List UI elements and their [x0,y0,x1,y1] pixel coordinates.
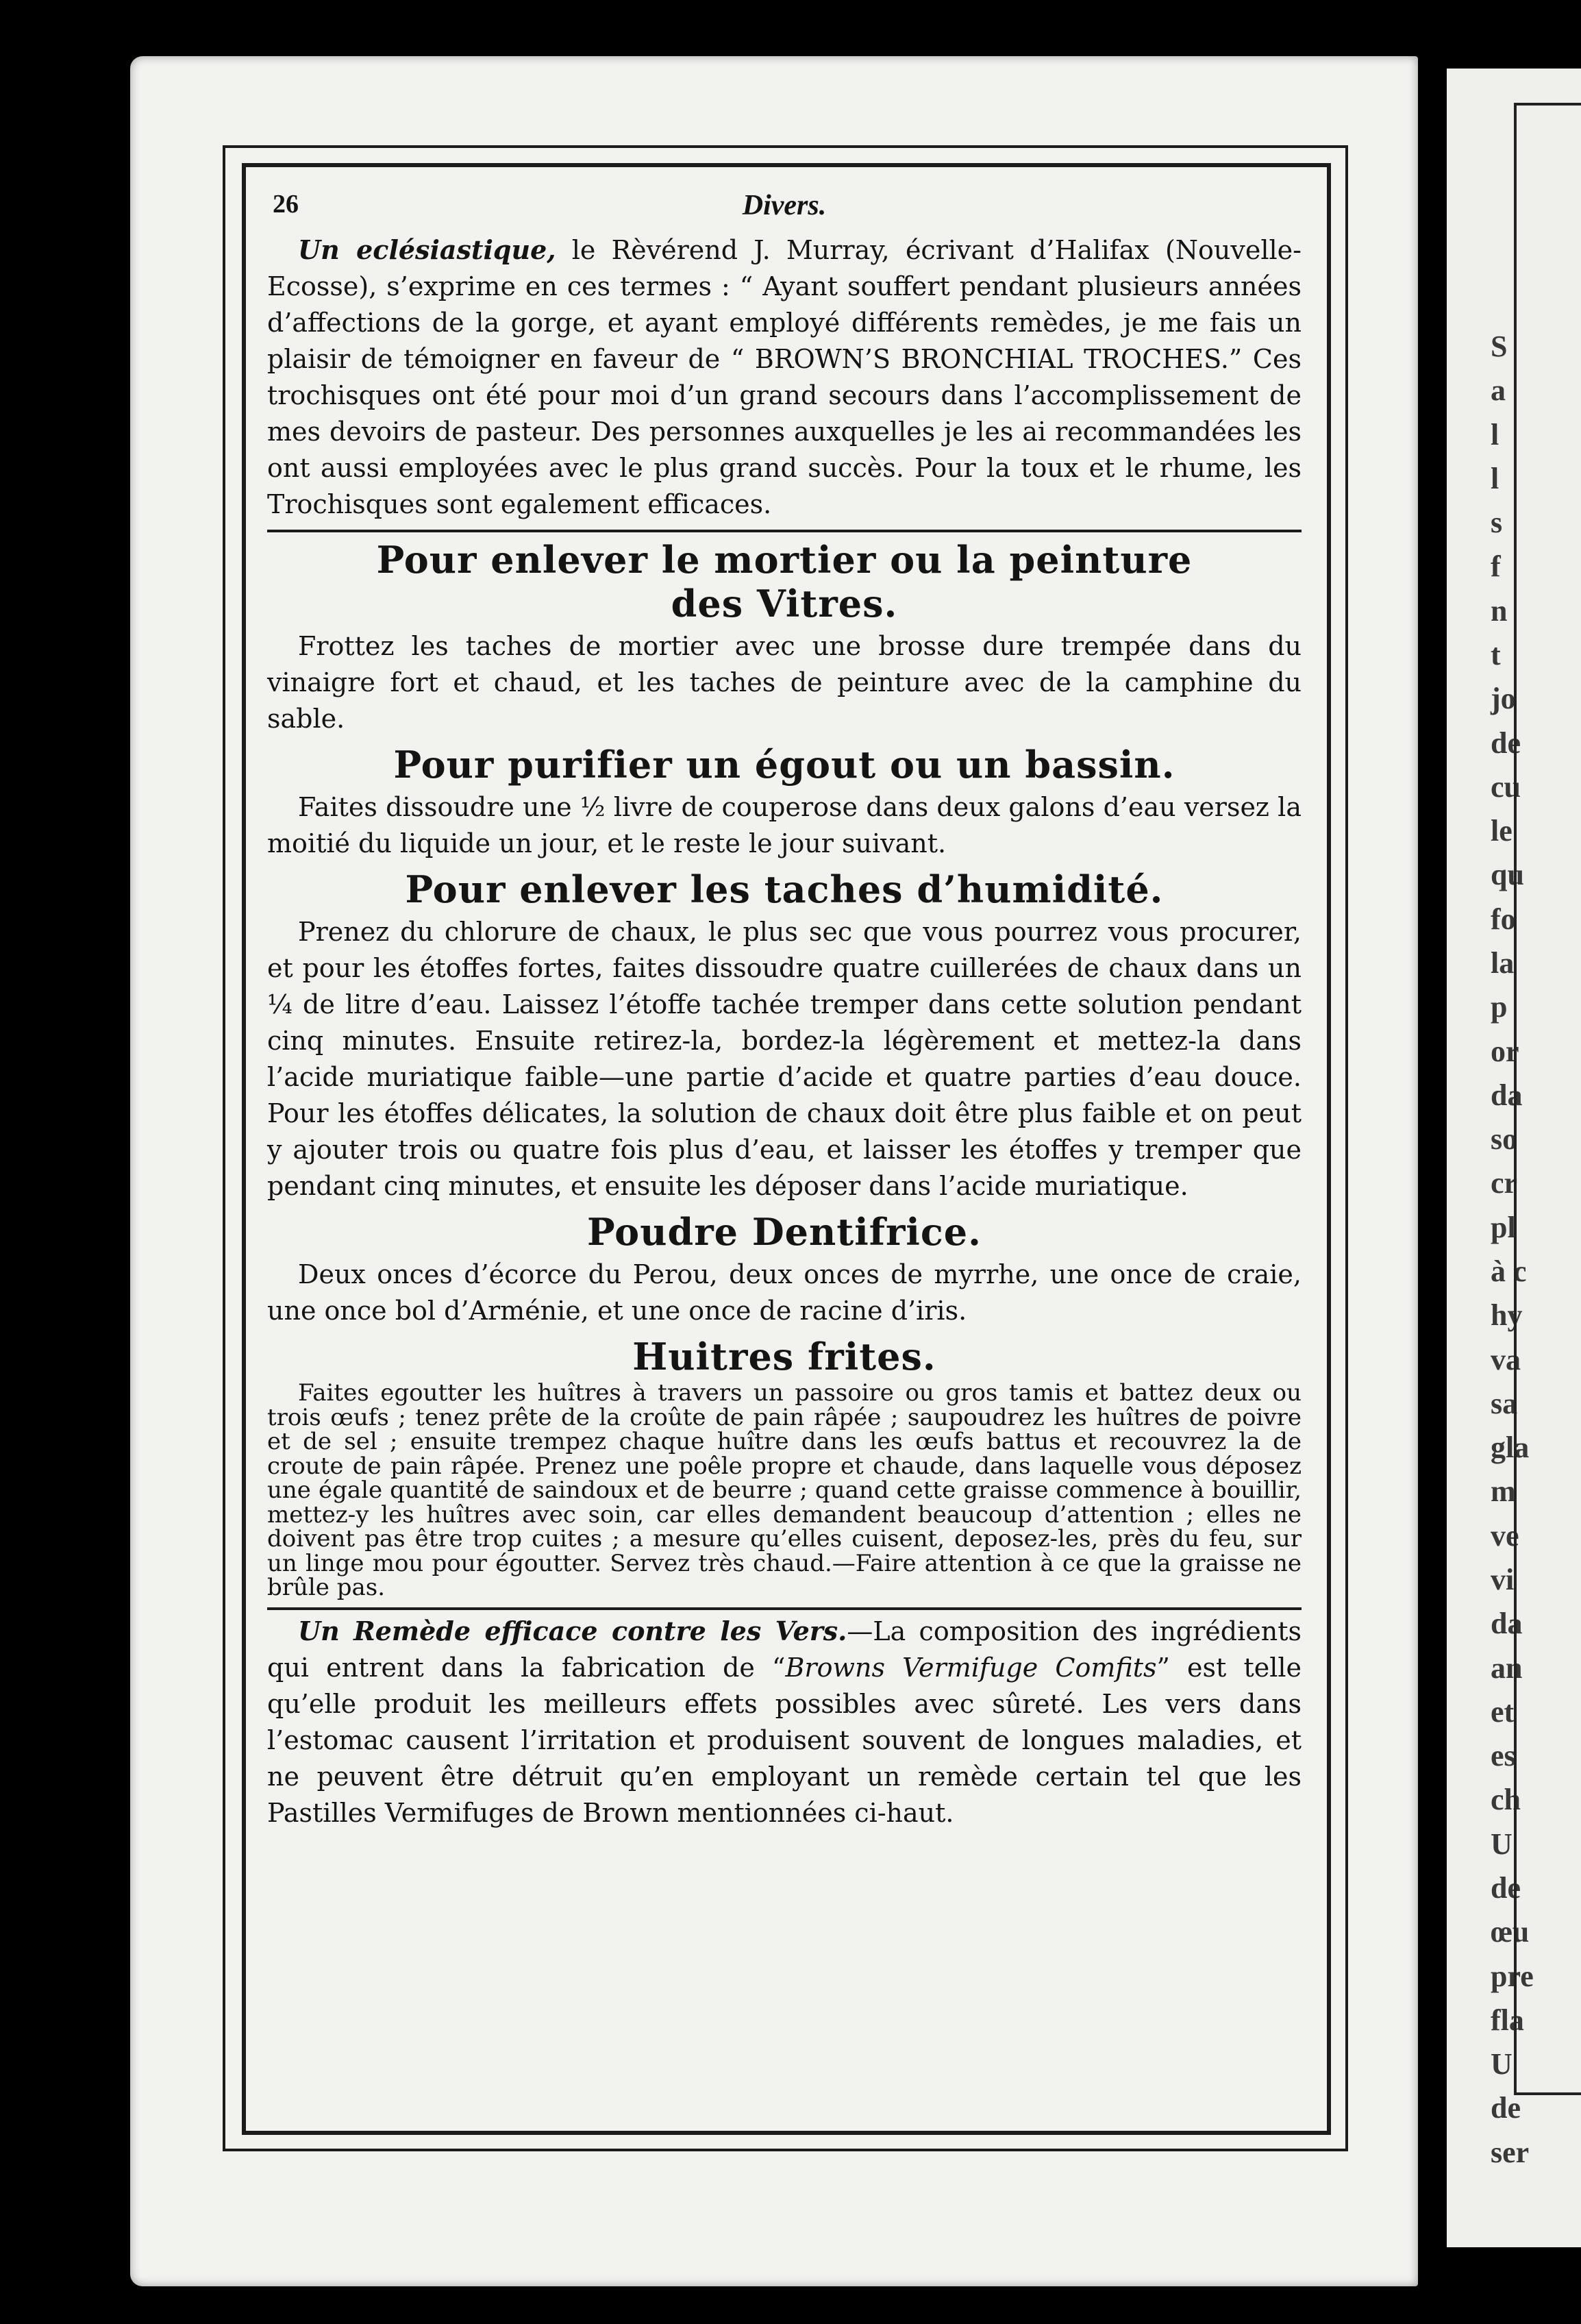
section-divider [267,1607,1302,1610]
facing-page-fragment: ch [1491,1783,1521,1817]
facing-page-fragment: a [1491,373,1506,408]
facing-page-fragment: pl [1491,1210,1516,1244]
facing-page-fragment: s [1491,506,1503,540]
section-body: Faites dissoudre une ½ livre de couperose dans deux galons d’eau versez la moitié du liquide un jour, et le reste le jour suivant. [267,792,1302,858]
facing-page-fragment: es [1491,1739,1516,1773]
closing-paragraph [267,1613,1302,1831]
closing-text-1: —La composition des ingrédients qui entrent dans la fabrication de “ [267,1616,1302,1683]
section-heading: Poudre Dentifrice. [587,1210,982,1254]
section-heading [267,538,1302,626]
section-heading: Huitres frites. [632,1335,936,1379]
running-title: Divers. [742,190,827,221]
page-number: 26 [273,190,299,219]
testimonial-paragraph [267,232,1302,523]
facing-page-fragment: S [1491,330,1508,363]
heading-line-2: des Vitres. [671,582,898,626]
facing-page-fragment: va [1491,1342,1521,1376]
facing-page-fragment: cu [1491,769,1521,804]
facing-page-fragment: vi [1491,1563,1515,1596]
facing-page-fragment: da [1491,1078,1523,1112]
section-body: Deux onces d’écorce du Perou, deux onces de myrrhe, une once de craie, une once bol d’Arménie, et une once de racine d’iris. [267,1259,1302,1326]
section-heading: Pour purifier un égout ou un bassin. [393,743,1175,787]
facing-page-fragment: le [1491,814,1512,848]
testimonial-text: le Rèvérend J. Murray, écrivant d’Halifax (Nouvelle-Ecosse), s’exprime en ces termes : “ Ayant souffert pendant plusieurs années d’affections de la gorge, et ayant employé différents remèdes, je me fais un plaisir de témoigner en faveur de “ BROWN’S BRONCHIAL TROCHES.” Ces trochisques ont été pour moi d’un grand secours dans l’accomplissement de mes devoirs de pasteur. Des personnes auxquelles je les ai recommandées les ont aussi employées avec le plus grand succès. Pour la toux et le rhume, les Trochisques sont egalement efficaces. [267,235,1302,519]
facing-page-fragment: la [1491,946,1515,980]
product-name: Browns Vermifuge Comfits [785,1652,1157,1683]
page-header [267,184,1302,232]
section-body: Faites egoutter les huîtres à travers un passoire ou gros tamis et battez deux ou trois œufs ; tenez prête de la croûte de pain râpée ; saupoudrez les huîtres de poivre et de sel ; ensuite trempez chaque huître dans les œufs battus et recouvrez la de croute de pain râpée. Prenez une poêle propre et chaude, dans laquelle vous déposez une égale quantité de saindoux et de beurre ; quand cette graisse commence à bouillir, mettez-y les huîtres avec soin, car elles demandent beaucoup d’attention ; elles ne doivent pas être trop cuites ; a mesure qu’elles cuisent, deposez-les, près du feu, sur un linge mou pour égoutter. Servez très chaud.—Faire attention à ce que la graisse ne brûle pas. [267,1379,1302,1601]
facing-page-fragment: et [1491,1694,1515,1729]
facing-page-fragment: à c [1491,1254,1527,1288]
facing-page-fragment: l [1491,461,1499,495]
facing-page-fragment: de [1491,1871,1521,1905]
testimonial-lead: Un eclésiastique, [298,234,556,265]
heading-line-1: Pour enlever le mortier ou la peinture [376,538,1193,582]
facing-page-fragment: l [1491,417,1499,452]
facing-page-fragment: U [1491,2047,1512,2081]
facing-page-fragment: sa [1491,1386,1518,1420]
facing-page-fragment: U [1491,1827,1512,1861]
facing-page-fragment: qu [1491,858,1524,892]
facing-page-fragment: ve [1491,1518,1519,1553]
facing-page-fragment: de [1491,726,1521,760]
facing-page-fragment: so [1491,1122,1518,1157]
facing-page-fragment: œu [1491,1915,1530,1949]
page-content [267,184,1302,1831]
facing-page-fragment: jo [1491,682,1516,716]
facing-page-fragment: gla [1491,1431,1530,1465]
facing-page-fragment: fo [1491,902,1516,936]
section-heading: Pour enlever les taches d’humidité. [405,867,1164,911]
closing-text-2: ” est telle qu’elle produit les meilleurs effets possibles avec sûreté. Les vers dans l’estomac causent l’irritation et produisent souvent de longues maladies, et ne peuvent être détruit qu’en employant un remède certain tel que les Pastilles Vermifuges de Brown mentionnées ci-haut. [267,1652,1302,1828]
section-divider [267,530,1302,532]
facing-page-fragment: t [1491,638,1501,671]
facing-page-fragment: ser [1491,2135,1530,2169]
facing-page-fragment: pre [1491,1959,1534,1993]
facing-page-fragment: an [1491,1651,1523,1685]
facing-page-fragment: p [1491,990,1508,1024]
facing-page-fragment: f [1491,549,1501,584]
facing-page-fragment: cr [1491,1166,1518,1200]
facing-page-fragment: hy [1491,1298,1523,1333]
facing-page-fragment: n [1491,593,1508,628]
section-body: Frottez les taches de mortier avec une brosse dure trempée dans du vinaigre fort et chaud, et les taches de peinture avec de la camphine du sable. [267,631,1302,734]
facing-page-fragment: fla [1491,2003,1524,2037]
closing-lead: Un Remède efficace contre les Vers. [298,1615,847,1646]
facing-page-fragment: de [1491,2091,1521,2125]
facing-page-fragment: m [1491,1474,1516,1509]
facing-page-border [1514,103,1581,2095]
section-body: Prenez du chlorure de chaux, le plus sec que vous pourrez vous procurer, et pour les étoffes fortes, faites dissoudre quatre cuillerées de chaux dans un ¼ de litre d’eau. Laissez l’étoffe tachée tremper dans cette solution pendant cinq minutes. Ensuite retirez-la, bordez-la légèrement et mettez-la dans l’acide muriatique faible—une partie d’acide et quatre parties d’eau douce. Pour les étoffes délicates, la solution de chaux doit être plus faible et on peut y ajouter trois ou quatre fois plus d’eau, et laisser les étoffes y tremper que pendant cinq minutes, et ensuite les déposer dans l’acide muriatique. [267,917,1302,1201]
facing-page-fragment: da [1491,1607,1523,1641]
facing-page-fragment: or [1491,1034,1519,1068]
